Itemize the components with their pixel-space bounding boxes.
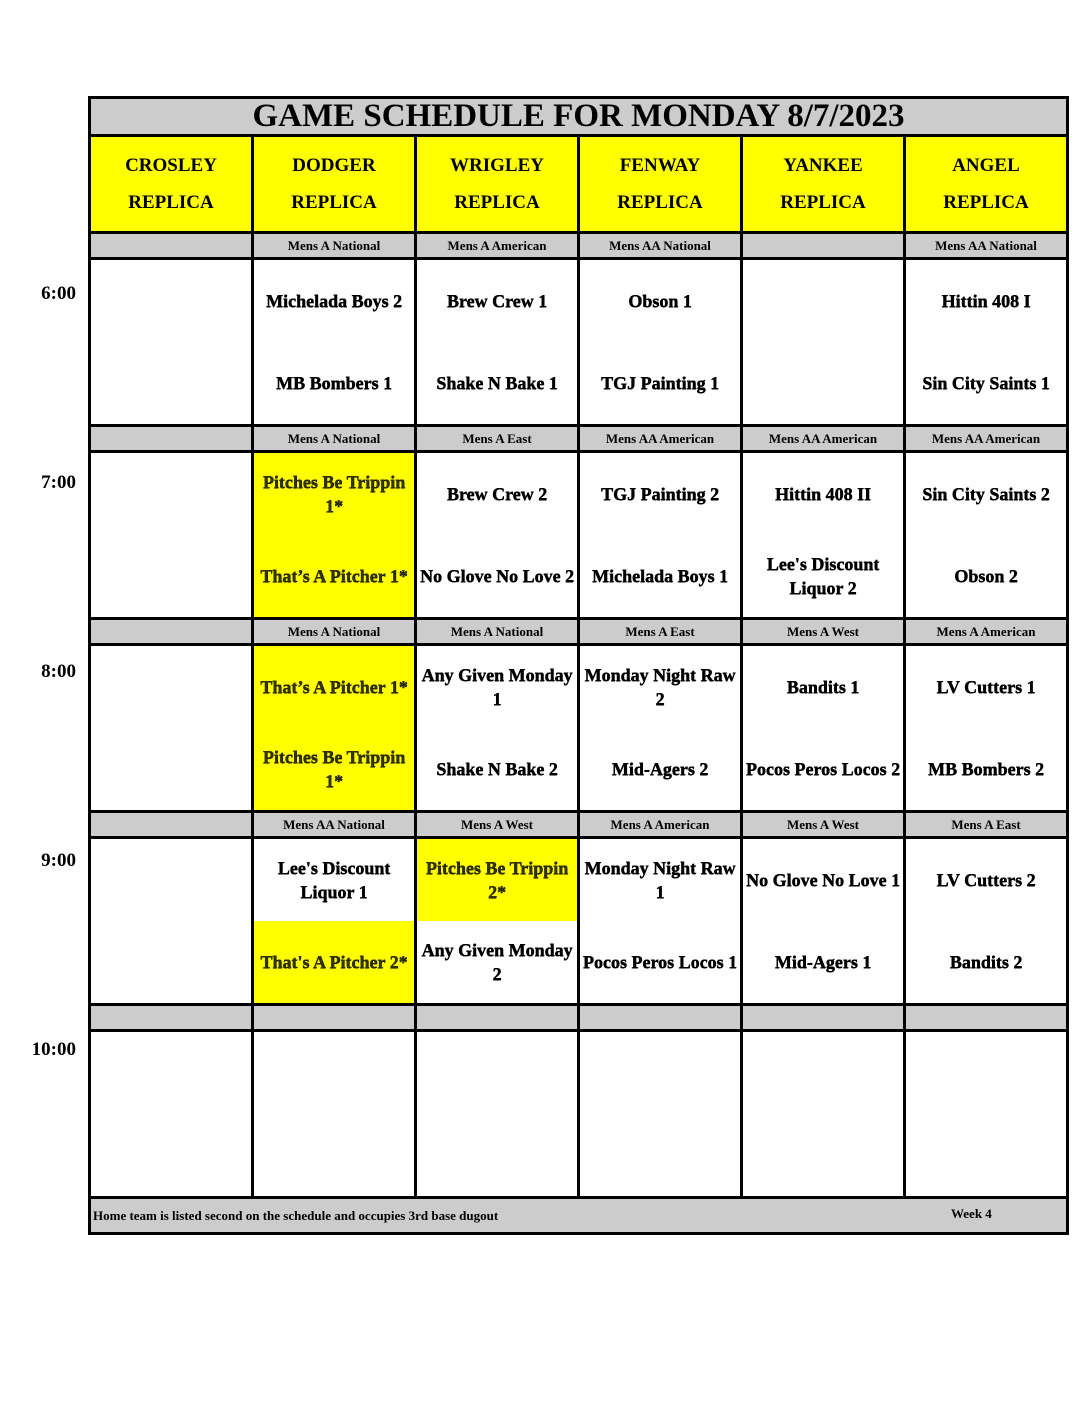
game-cell xyxy=(743,646,903,810)
empty-game-cell xyxy=(743,260,903,424)
game-cell xyxy=(417,839,577,1003)
home-team: Pocos Peros Locos 1 xyxy=(582,952,738,972)
away-team: Sin City Saints 2 xyxy=(922,484,1050,504)
division-label xyxy=(743,427,903,450)
away-team: Pitches Be Trippin 1* xyxy=(254,453,414,535)
division-text: Mens A American xyxy=(936,623,1036,639)
venue-header xyxy=(91,137,251,231)
division-label xyxy=(906,427,1066,450)
game-cell xyxy=(580,646,740,810)
home-team: That's A Pitcher 2* xyxy=(254,921,414,1003)
away-team: Pitches Be Trippin 2* xyxy=(417,839,577,921)
division-text: Mens A West xyxy=(787,623,859,639)
division-text: Mens A American xyxy=(447,237,547,253)
division-label xyxy=(417,620,577,643)
venue-name-line1: YANKEE xyxy=(783,155,863,176)
venue-name-line2: REPLICA xyxy=(454,192,540,213)
division-label xyxy=(254,427,414,450)
division-text: Mens A West xyxy=(461,816,533,832)
division-label xyxy=(580,1006,740,1029)
division-label xyxy=(906,813,1066,836)
empty-game-cell xyxy=(91,839,251,1003)
division-label xyxy=(417,1006,577,1029)
away-team: Brew Crew 2 xyxy=(446,484,548,504)
home-team: Michelada Boys 1 xyxy=(591,566,728,586)
division-label xyxy=(254,813,414,836)
venue-name-line1: CROSLEY xyxy=(125,155,217,176)
away-team: LV Cutters 2 xyxy=(936,870,1036,890)
division-text: Mens AA American xyxy=(605,430,715,446)
empty-game-cell xyxy=(417,1032,577,1196)
division-label xyxy=(743,813,903,836)
venue-name-line2: REPLICA xyxy=(128,192,214,213)
venue-name-line2: REPLICA xyxy=(943,192,1029,213)
venue-name-line1: ANGEL xyxy=(952,155,1020,176)
division-text: Mens A East xyxy=(951,816,1021,832)
division-label xyxy=(580,427,740,450)
division-label xyxy=(91,620,251,643)
schedule-table xyxy=(88,96,1069,1235)
home-team: Sin City Saints 1 xyxy=(922,373,1050,393)
venue-header xyxy=(743,137,903,231)
division-label xyxy=(417,427,577,450)
game-cell xyxy=(580,260,740,424)
schedule-title-bar xyxy=(91,99,1066,134)
division-text: Mens A National xyxy=(450,623,544,639)
away-team: Monday Night Raw 2 xyxy=(584,665,736,709)
game-cell xyxy=(906,839,1066,1003)
division-label xyxy=(743,1006,903,1029)
venue-name-line2: REPLICA xyxy=(780,192,866,213)
game-cell xyxy=(743,453,903,617)
empty-game-cell xyxy=(91,646,251,810)
away-team: Hittin 408 II xyxy=(774,484,871,504)
division-text: Mens A National xyxy=(287,430,381,446)
away-team: That’s A Pitcher 1* xyxy=(254,646,414,728)
game-cell xyxy=(254,839,414,1003)
division-label xyxy=(906,620,1066,643)
division-label xyxy=(743,620,903,643)
game-cell xyxy=(906,453,1066,617)
home-team: Shake N Bake 2 xyxy=(436,759,558,779)
division-label xyxy=(91,813,251,836)
game-cell xyxy=(417,260,577,424)
game-cell xyxy=(743,839,903,1003)
home-team: Pitches Be Trippin 1* xyxy=(254,728,414,810)
away-team: No Glove No Love 1 xyxy=(746,870,900,890)
game-cell xyxy=(254,453,414,617)
division-text: Mens AA American xyxy=(931,430,1041,446)
empty-game-cell xyxy=(580,1032,740,1196)
home-team: No Glove No Love 2 xyxy=(420,566,574,586)
division-text: Mens A American xyxy=(610,816,710,832)
division-text: Mens A National xyxy=(287,623,381,639)
venue-header xyxy=(580,137,740,231)
venue-header xyxy=(906,137,1066,231)
time-label: 9:00 xyxy=(41,850,76,871)
home-team: Shake N Bake 1 xyxy=(436,373,558,393)
division-label xyxy=(417,813,577,836)
home-team: Any Given Monday 2 xyxy=(421,940,573,984)
away-team: Michelada Boys 2 xyxy=(265,291,402,311)
game-cell xyxy=(906,646,1066,810)
game-cell xyxy=(417,646,577,810)
venue-name-line2: REPLICA xyxy=(617,192,703,213)
week-label: Week 4 xyxy=(951,1206,992,1221)
empty-game-cell xyxy=(906,1032,1066,1196)
venue-name-line2: REPLICA xyxy=(291,192,377,213)
division-text: Mens A National xyxy=(287,237,381,253)
home-team: That’s A Pitcher 1* xyxy=(254,535,414,617)
venue-name-line1: WRIGLEY xyxy=(450,155,544,176)
division-label xyxy=(580,620,740,643)
empty-game-cell xyxy=(91,453,251,617)
venue-name-line1: DODGER xyxy=(292,155,376,176)
division-label xyxy=(417,234,577,257)
division-label xyxy=(906,234,1066,257)
time-label: 8:00 xyxy=(41,661,76,682)
division-text: Mens AA American xyxy=(768,430,878,446)
away-team: LV Cutters 1 xyxy=(936,677,1036,697)
home-team: MB Bombers 1 xyxy=(276,373,392,393)
game-cell xyxy=(580,839,740,1003)
away-team: Hittin 408 I xyxy=(941,291,1031,311)
away-team: Bandits 1 xyxy=(786,677,860,697)
away-team: Any Given Monday 1 xyxy=(421,665,573,709)
division-text: Mens AA National xyxy=(609,237,711,253)
away-team: Obson 1 xyxy=(628,291,692,311)
division-label xyxy=(580,234,740,257)
home-team: Lee's Discount Liquor 2 xyxy=(766,554,880,598)
empty-game-cell xyxy=(254,1032,414,1196)
away-team: Lee's Discount Liquor 1 xyxy=(277,858,391,902)
division-label xyxy=(91,427,251,450)
division-text: Mens A West xyxy=(787,816,859,832)
home-team: TGJ Painting 1 xyxy=(600,373,720,393)
time-label: 7:00 xyxy=(41,472,76,493)
home-team: Obson 2 xyxy=(954,566,1018,586)
empty-game-cell xyxy=(743,1032,903,1196)
division-label xyxy=(254,234,414,257)
venue-header xyxy=(417,137,577,231)
division-text: Mens AA National xyxy=(283,816,385,832)
away-team: TGJ Painting 2 xyxy=(600,484,720,504)
empty-game-cell xyxy=(91,260,251,424)
time-label: 10:00 xyxy=(31,1039,76,1060)
division-label xyxy=(254,620,414,643)
home-team: Mid-Agers 1 xyxy=(774,952,872,972)
game-cell xyxy=(254,646,414,810)
schedule-footer xyxy=(91,1199,1066,1232)
venue-header xyxy=(254,137,414,231)
home-team: Pocos Peros Locos 2 xyxy=(745,759,901,779)
division-label xyxy=(580,813,740,836)
division-label xyxy=(91,234,251,257)
division-label xyxy=(743,234,903,257)
home-team: Bandits 2 xyxy=(949,952,1023,972)
empty-game-cell xyxy=(91,1032,251,1196)
away-team: Brew Crew 1 xyxy=(446,291,548,311)
division-text: Mens A East xyxy=(462,430,532,446)
game-cell xyxy=(254,260,414,424)
page-title: GAME SCHEDULE FOR MONDAY 8/7/2023 xyxy=(252,98,905,134)
home-team: MB Bombers 2 xyxy=(928,759,1044,779)
footer-note: Home team is listed second on the schedule and occupies 3rd base dugout xyxy=(93,1207,499,1223)
division-text: Mens AA National xyxy=(935,237,1037,253)
game-cell xyxy=(906,260,1066,424)
division-label xyxy=(906,1006,1066,1029)
division-label xyxy=(254,1006,414,1029)
time-label: 6:00 xyxy=(41,283,76,304)
away-team: Monday Night Raw 1 xyxy=(584,858,736,902)
division-text: Mens A East xyxy=(625,623,695,639)
home-team: Mid-Agers 2 xyxy=(611,759,709,779)
game-cell xyxy=(417,453,577,617)
venue-name-line1: FENWAY xyxy=(619,155,701,176)
division-label xyxy=(91,1006,251,1029)
game-cell xyxy=(580,453,740,617)
